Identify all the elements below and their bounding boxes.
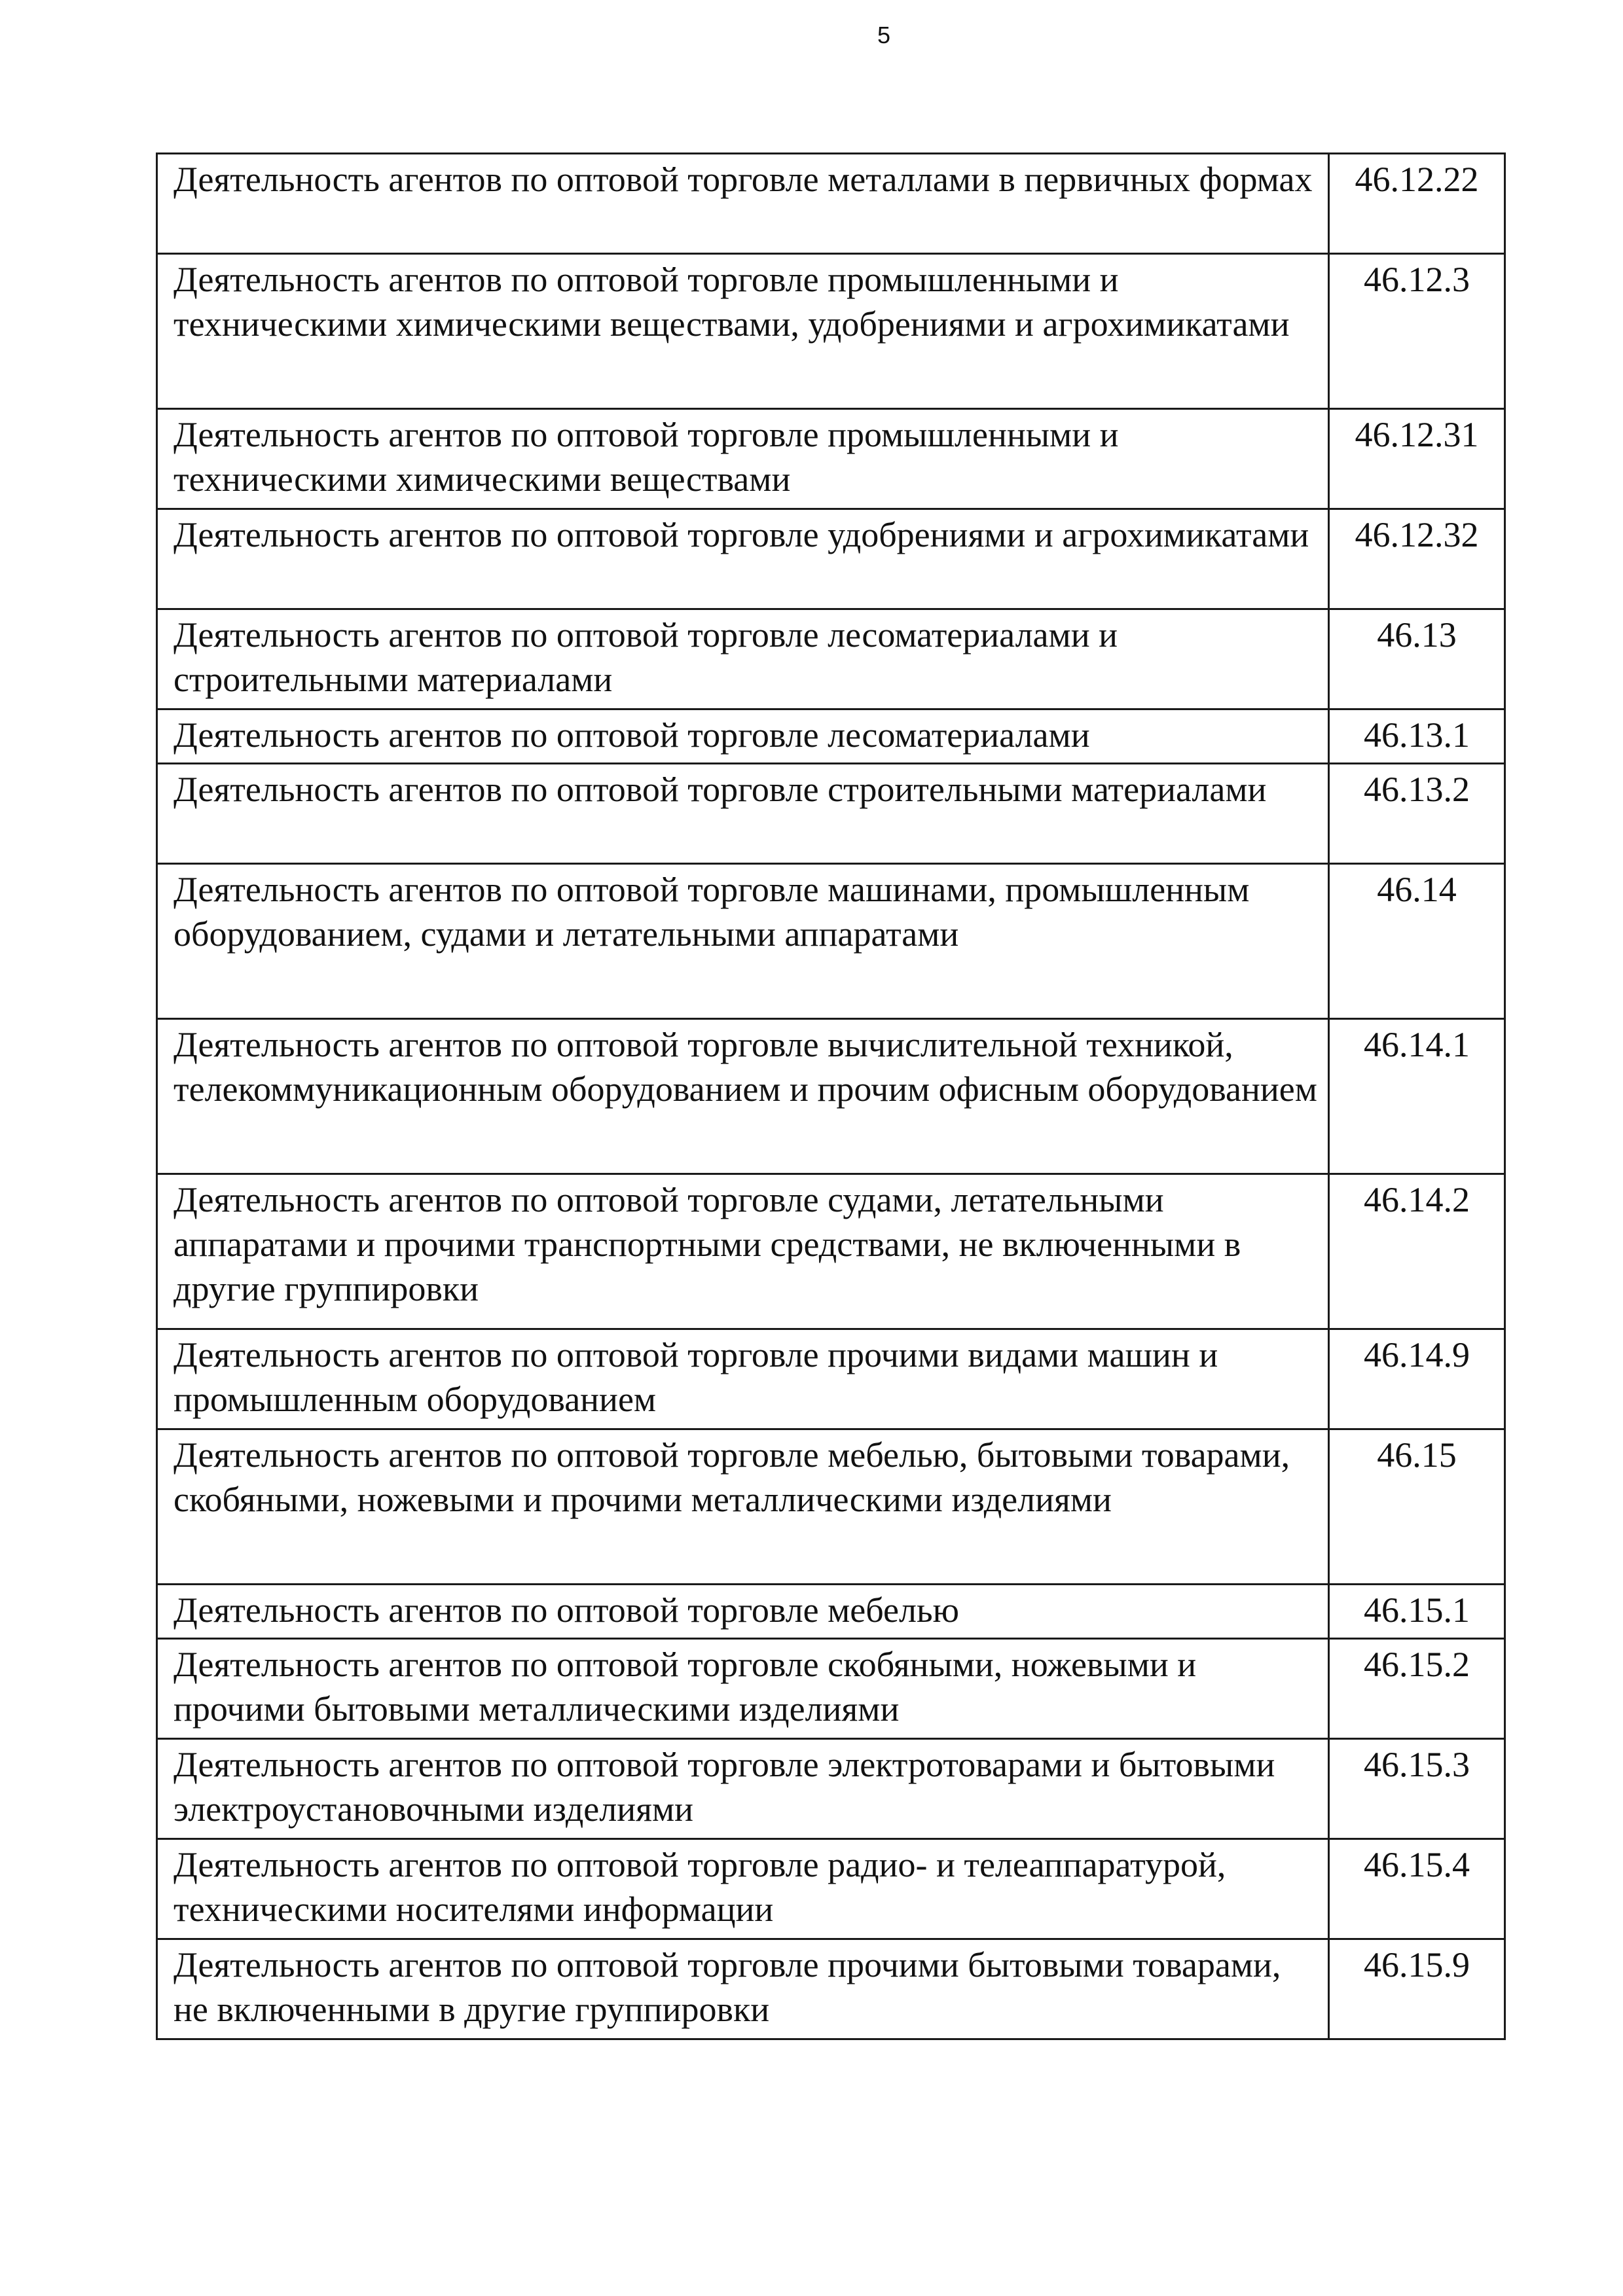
okved-table bbox=[156, 152, 1506, 2040]
activity-name: Деятельность агентов по оптовой торговле радио- и телеаппаратурой, техническими носителями информации bbox=[157, 1839, 1329, 1939]
okved-code: 46.12.3 bbox=[1329, 254, 1505, 409]
activity-name: Деятельность агентов по оптовой торговле прочими видами машин и промышленным оборудованием bbox=[157, 1329, 1329, 1429]
okved-code: 46.14.2 bbox=[1329, 1174, 1505, 1329]
okved-code: 46.15.3 bbox=[1329, 1739, 1505, 1839]
okved-code: 46.15 bbox=[1329, 1429, 1505, 1585]
table-row bbox=[157, 609, 1505, 709]
table-row bbox=[157, 154, 1505, 254]
table-row bbox=[157, 1839, 1505, 1939]
activity-name: Деятельность агентов по оптовой торговле скобяными, ножевыми и прочими бытовыми металлическими изделиями bbox=[157, 1639, 1329, 1739]
okved-code: 46.13 bbox=[1329, 609, 1505, 709]
activity-name: Деятельность агентов по оптовой торговле промышленными и техническими химическими веществами bbox=[157, 409, 1329, 509]
activity-name: Деятельность агентов по оптовой торговле металлами в первичных формах bbox=[157, 154, 1329, 254]
okved-code: 46.15.9 bbox=[1329, 1939, 1505, 2039]
table-row bbox=[157, 1639, 1505, 1739]
table-row bbox=[157, 509, 1505, 609]
activity-name: Деятельность агентов по оптовой торговле лесоматериалами bbox=[157, 709, 1329, 764]
okved-code: 46.14 bbox=[1329, 864, 1505, 1019]
activity-name: Деятельность агентов по оптовой торговле строительными материалами bbox=[157, 764, 1329, 864]
activity-name: Деятельность агентов по оптовой торговле мебелью, бытовыми товарами, скобяными, ножевыми и прочими металлическими изделиями bbox=[157, 1429, 1329, 1585]
activity-name: Деятельность агентов по оптовой торговле промышленными и техническими химическими веществами, удобрениями и агрохимикатами bbox=[157, 254, 1329, 409]
activity-name: Деятельность агентов по оптовой торговле вычислительной техникой, телекоммуникационным оборудованием и прочим офисным оборудованием bbox=[157, 1019, 1329, 1174]
table-row bbox=[157, 764, 1505, 864]
okved-code: 46.14.9 bbox=[1329, 1329, 1505, 1429]
activity-name: Деятельность агентов по оптовой торговле мебелью bbox=[157, 1585, 1329, 1639]
okved-code: 46.13.2 bbox=[1329, 764, 1505, 864]
activity-name: Деятельность агентов по оптовой торговле машинами, промышленным оборудованием, судами и летательными аппаратами bbox=[157, 864, 1329, 1019]
table-row bbox=[157, 409, 1505, 509]
activity-name: Деятельность агентов по оптовой торговле электротоварами и бытовыми электроустановочными изделиями bbox=[157, 1739, 1329, 1839]
okved-code: 46.12.31 bbox=[1329, 409, 1505, 509]
okved-code: 46.15.4 bbox=[1329, 1839, 1505, 1939]
table-row bbox=[157, 1939, 1505, 2039]
table-row bbox=[157, 1174, 1505, 1329]
activity-name: Деятельность агентов по оптовой торговле удобрениями и агрохимикатами bbox=[157, 509, 1329, 609]
okved-code: 46.12.32 bbox=[1329, 509, 1505, 609]
table-row bbox=[157, 1585, 1505, 1639]
table-row bbox=[157, 864, 1505, 1019]
activity-name: Деятельность агентов по оптовой торговле судами, летательными аппаратами и прочими транспортными средствами, не включенными в другие группировки bbox=[157, 1174, 1329, 1329]
activity-name: Деятельность агентов по оптовой торговле лесоматериалами и строительными материалами bbox=[157, 609, 1329, 709]
okved-code: 46.12.22 bbox=[1329, 154, 1505, 254]
table-row bbox=[157, 1019, 1505, 1174]
activity-name: Деятельность агентов по оптовой торговле прочими бытовыми товарами, не включенными в другие группировки bbox=[157, 1939, 1329, 2039]
table-row bbox=[157, 1739, 1505, 1839]
okved-code: 46.15.2 bbox=[1329, 1639, 1505, 1739]
okved-code: 46.15.1 bbox=[1329, 1585, 1505, 1639]
table-row bbox=[157, 709, 1505, 764]
table-row bbox=[157, 254, 1505, 409]
table-row bbox=[157, 1429, 1505, 1585]
page-number: 5 bbox=[877, 22, 891, 48]
okved-code: 46.14.1 bbox=[1329, 1019, 1505, 1174]
table-row bbox=[157, 1329, 1505, 1429]
okved-code: 46.13.1 bbox=[1329, 709, 1505, 764]
